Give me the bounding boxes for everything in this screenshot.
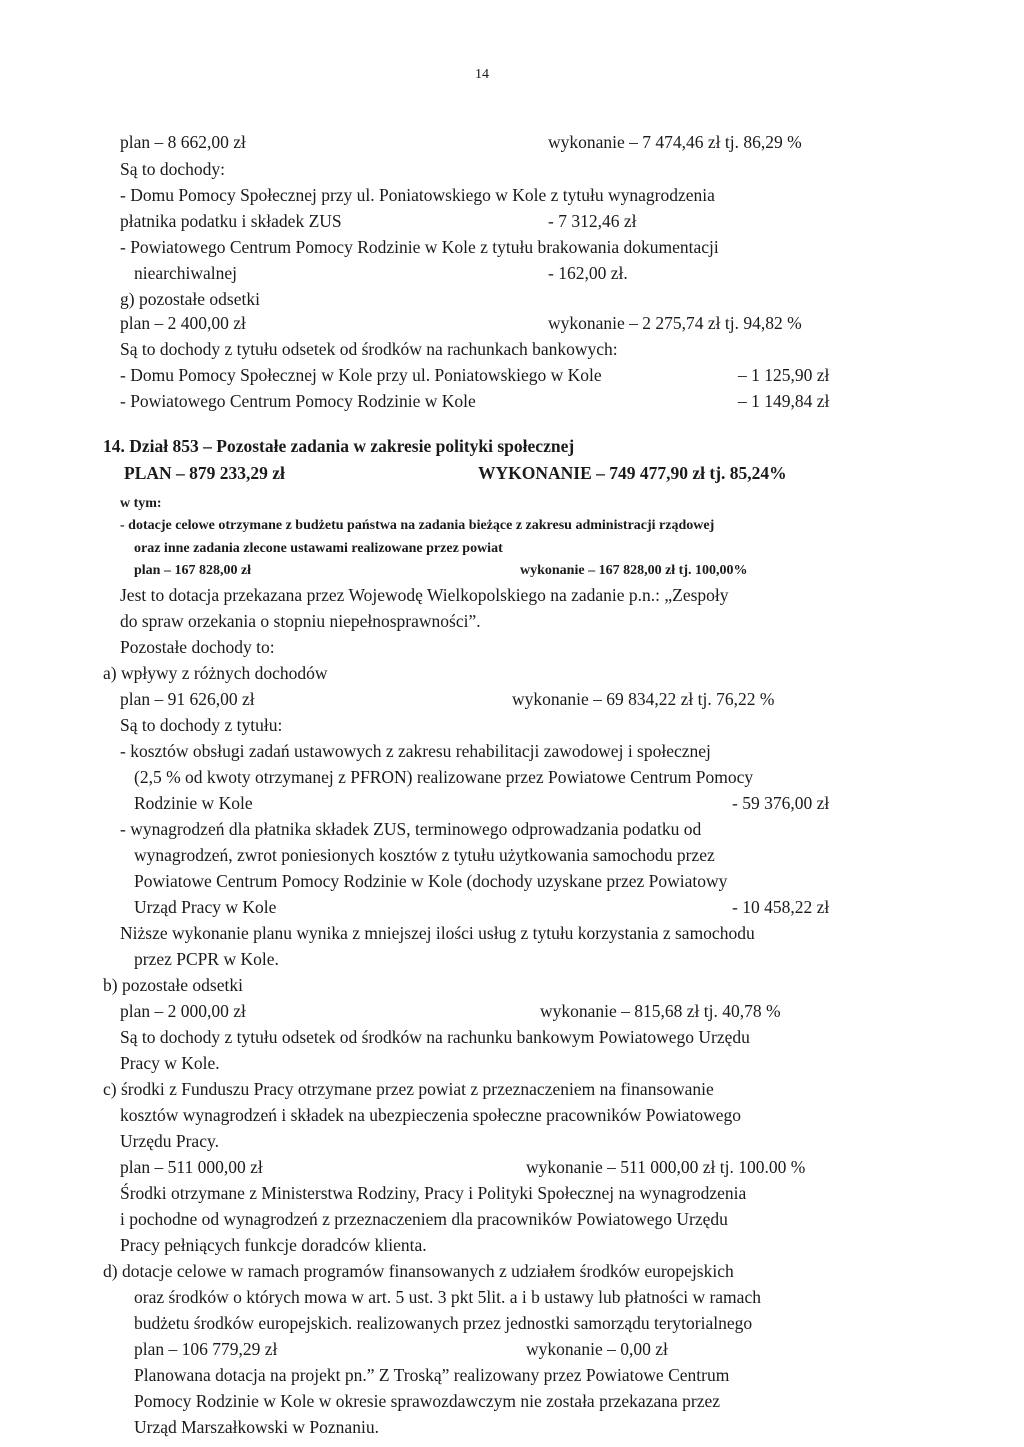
text-line: Powiatowe Centrum Pomocy Rodzinie w Kole (dochody uzyskane przez Powiatowy bbox=[134, 871, 728, 891]
text-line: wynagrodzeń, zwrot poniesionych kosztów z tytułu użytkowania samochodu przez bbox=[134, 845, 715, 865]
amount: - 10 458,22 zł bbox=[732, 897, 830, 917]
plan-line: plan – 8 662,00 zł bbox=[120, 132, 246, 152]
text-line: Pracy w Kole. bbox=[120, 1053, 220, 1073]
section-heading: b) pozostałe odsetki bbox=[103, 975, 243, 995]
text-line: Urząd Marszałkowski w Poznaniu. bbox=[134, 1417, 379, 1437]
text-line: w tym: bbox=[120, 496, 162, 511]
plan-line: plan – 2 000,00 zł bbox=[120, 1001, 246, 1021]
plan-line: plan – 511 000,00 zł bbox=[120, 1157, 263, 1177]
text-line: Są to dochody z tytułu odsetek od środków na rachunkach bankowych: bbox=[120, 339, 618, 359]
execution-line: wykonanie – 815,68 zł tj. 40,78 % bbox=[540, 1001, 781, 1021]
text-line: Pracy pełniących funkcje doradców klienta. bbox=[120, 1235, 427, 1255]
text-line: i pochodne od wynagrodzeń z przeznaczeniem dla pracowników Powiatowego Urzędu bbox=[120, 1209, 728, 1229]
plan-line: plan – 106 779,29 zł bbox=[134, 1339, 278, 1359]
text-line: - Domu Pomocy Społecznej w Kole przy ul. Poniatowskiego w Kole bbox=[120, 365, 602, 385]
text-line: - dotacje celowe otrzymane z budżetu państwa na zadania bieżące z zakresu administracji rządowej bbox=[120, 518, 715, 533]
text-line: Pozostałe dochody to: bbox=[120, 637, 275, 657]
chapter-heading: 14. Dział 853 – Pozostałe zadania w zakresie polityki społecznej bbox=[103, 436, 575, 456]
chapter-execution: WYKONANIE – 749 477,90 zł tj. 85,24% bbox=[478, 463, 787, 483]
execution-line: wykonanie – 69 834,22 zł tj. 76,22 % bbox=[512, 689, 775, 709]
amount: - 162,00 zł. bbox=[548, 263, 628, 283]
section-heading: a) wpływy z różnych dochodów bbox=[103, 663, 328, 683]
text-line: - Powiatowego Centrum Pomocy Rodzinie w Kole bbox=[120, 391, 476, 411]
section-heading: g) pozostałe odsetki bbox=[120, 289, 260, 309]
text-line: - Powiatowego Centrum Pomocy Rodzinie w Kole z tytułu brakowania dokumentacji bbox=[120, 237, 719, 257]
section-heading: d) dotacje celowe w ramach programów finansowanych z udziałem środków europejskich bbox=[103, 1261, 734, 1281]
text-line: Rodzinie w Kole bbox=[134, 793, 253, 813]
text-line: oraz środków o których mowa w art. 5 ust. 3 pkt 5lit. a i b ustawy lub płatności w ramach bbox=[134, 1287, 761, 1307]
amount: – 1 149,84 zł bbox=[738, 391, 830, 411]
amount: - 59 376,00 zł bbox=[732, 793, 830, 813]
text-line: płatnika podatku i składek ZUS bbox=[120, 211, 342, 231]
text-line: - kosztów obsługi zadań ustawowych z zakresu rehabilitacji zawodowej i społecznej bbox=[120, 741, 711, 761]
text-line: budżetu środków europejskich. realizowanych przez jednostki samorządu terytorialnego bbox=[134, 1313, 753, 1333]
text-line: Planowana dotacja na projekt pn.” Z Troską” realizowany przez Powiatowe Centrum bbox=[134, 1365, 730, 1385]
text-line: - wynagrodzeń dla płatnika składek ZUS, terminowego odprowadzania podatku od bbox=[120, 819, 702, 839]
amount: – 1 125,90 zł bbox=[738, 365, 830, 385]
text-line: - Domu Pomocy Społecznej przy ul. Poniatowskiego w Kole z tytułu wynagrodzenia bbox=[120, 185, 715, 205]
execution-line: wykonanie – 2 275,74 zł tj. 94,82 % bbox=[548, 313, 802, 333]
text-line: przez PCPR w Kole. bbox=[134, 949, 279, 969]
text-line: niearchiwalnej bbox=[134, 263, 238, 283]
text-line: kosztów wynagrodzeń i składek na ubezpieczenia społeczne pracowników Powiatowego bbox=[120, 1105, 742, 1125]
text-line: Urzędu Pracy. bbox=[120, 1131, 219, 1151]
text-line: Urząd Pracy w Kole bbox=[134, 897, 277, 917]
text-line: (2,5 % od kwoty otrzymanej z PFRON) realizowane przez Powiatowe Centrum Pomocy bbox=[134, 767, 754, 787]
amount: - 7 312,46 zł bbox=[548, 211, 637, 231]
execution-line: wykonanie – 7 474,46 zł tj. 86,29 % bbox=[548, 132, 802, 152]
execution-line: wykonanie – 167 828,00 zł tj. 100,00% bbox=[520, 563, 748, 578]
text-line: Środki otrzymane z Ministerstwa Rodziny, Pracy i Polityki Społecznej na wynagrodzenia bbox=[120, 1183, 747, 1203]
text-line: oraz inne zadania zlecone ustawami realizowane przez powiat bbox=[134, 541, 503, 556]
text-line: Niższe wykonanie planu wynika z mniejszej ilości usług z tytułu korzystania z samochodu bbox=[120, 923, 755, 943]
plan-line: plan – 2 400,00 zł bbox=[120, 313, 246, 333]
text-line: Są to dochody z tytułu: bbox=[120, 715, 283, 735]
text-line: Pomocy Rodzinie w Kole w okresie sprawozdawczym nie została przekazana przez bbox=[134, 1391, 721, 1411]
text-line: do spraw orzekania o stopniu niepełnosprawności”. bbox=[120, 611, 481, 631]
section-heading: c) środki z Funduszu Pracy otrzymane przez powiat z przeznaczeniem na finansowanie bbox=[103, 1079, 714, 1099]
text-line: Są to dochody: bbox=[120, 159, 225, 179]
text-line: Jest to dotacja przekazana przez Wojewodę Wielkopolskiego na zadanie p.n.: „Zespoły bbox=[120, 585, 729, 605]
text-line: Są to dochody z tytułu odsetek od środków na rachunku bankowym Powiatowego Urzędu bbox=[120, 1027, 750, 1047]
execution-line: wykonanie – 511 000,00 zł tj. 100.00 % bbox=[526, 1157, 806, 1177]
page-number: 14 bbox=[475, 67, 489, 82]
execution-line: wykonanie – 0,00 zł bbox=[526, 1339, 668, 1359]
plan-line: plan – 167 828,00 zł bbox=[134, 563, 252, 578]
chapter-plan: PLAN – 879 233,29 zł bbox=[124, 463, 285, 483]
plan-line: plan – 91 626,00 zł bbox=[120, 689, 255, 709]
